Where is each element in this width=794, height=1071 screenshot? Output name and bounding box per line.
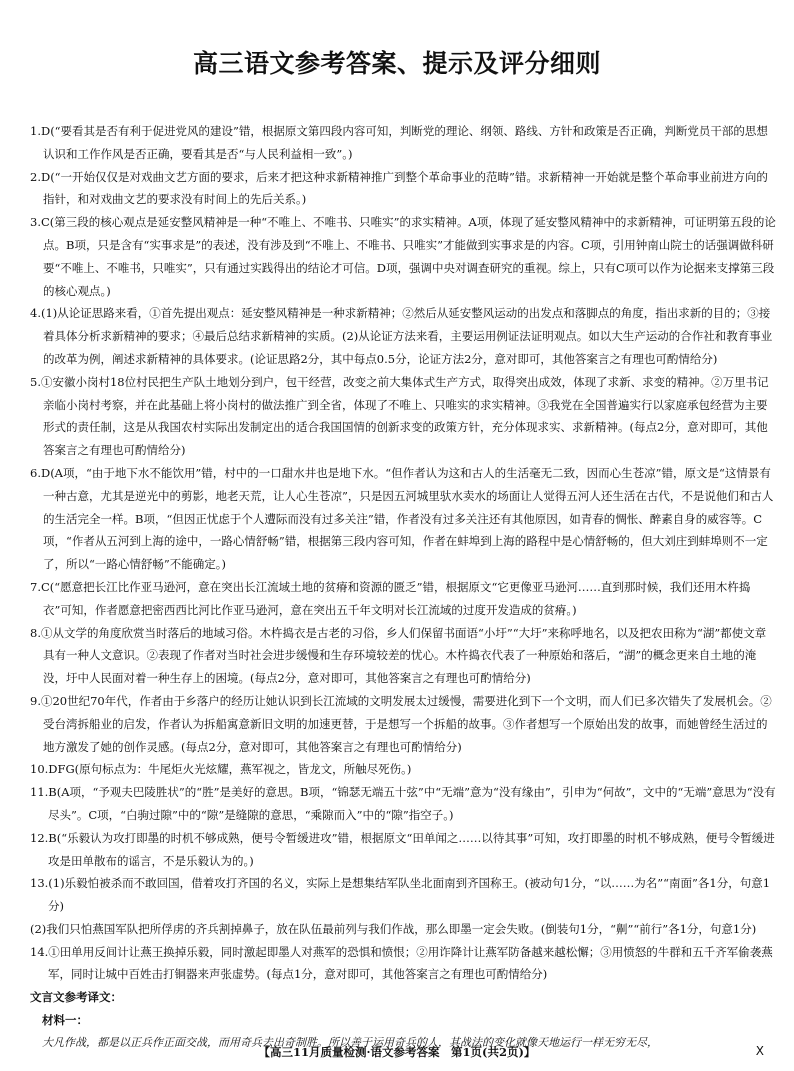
answer-13-part-1: 13.(1)乐毅怕被杀而不敢回国，借着攻打齐国的名义，实际上是想集结军队坐北面南到齐国称王。(被动句1分，“以……为名”“南面”各1分，句意1分) <box>30 876 771 914</box>
answer-14: 14.①田单用反间计让燕王换掉乐毅，同时激起即墨人对燕军的恐惧和愤恨；②用诈降计让燕军防备越来越松懈；③用愤怒的牛群和五千齐军偷袭燕军，同时让城中百姓击打铜器来声张虚势。(每点1分，意对即可，其他答案言之有理也可酌情给分) <box>30 944 773 982</box>
answer-8: 8.①从文学的角度欣赏当时落后的地域习俗。木杵捣衣是古老的习俗，乡人们保留书面语“小圩”“大圩”来称呼地名，以及把农田称为“湖”都使文章具有一种人文意识。②表现了作者对当时社会进步缓慢和生存环境较差的忧心。木杵捣衣代表了一种原始和落后，“湖”的概念更来自土地的淹没，圩中人民面对着一种生存上的困境。(每点2分，意对即可，其他答案言之有理也可酌情给分) <box>30 625 767 686</box>
answer-7: 7.C(“愿意把长江比作亚马逊河，意在突出长江流域土地的贫瘠和资源的匮乏”错，根据原文“它更像亚马逊河……直到那时候，我们还用木杵捣衣”可知，作者愿意把密西西比河比作亚马逊河，意在突出五千年文明对长江流域的过度开发造成的贫瘠。) <box>30 579 751 617</box>
answer-12: 12.B(“乐毅认为攻打即墨的时机不够成熟，便号令暂缓进攻”错，根据原文“田单闻之……以待其事”可知，攻打即墨的时机不够成熟，便号令暂缓进攻是田单散布的谣言，不是乐毅认为的。) <box>30 830 775 868</box>
material-heading: 材料一： <box>42 1013 88 1028</box>
page-title: 高三语文参考答案、提示及评分细则 <box>192 49 601 78</box>
answer-6: 6.D(A项，“由于地下水不能饮用”错，村中的一口甜水井也是地下水。“但作者认为这和古人的生活毫无二致，因而心生苍凉”错，原文是“这情景有一种古意，尤其是逆光中的剪影，地老天荒，让人心生苍凉”，只是因五河城里驮水卖水的场面让人觉得五河人还生活在古代，不是说他们和古人的生活完全一样。B项，“但因正忧虑于个人遭际而没有过多关注”错，作者没有过多关注还有其他原因，如青春的惆怅、醉素自身的威容等。C项，“作者从五河到上海的途中，一路心情舒畅”错，根据第三段内容可知，作者在蚌埠到上海的路程中是心情舒畅的，但大刘庄到蚌埠则不一定了，所以“一路心情舒畅”不能确定。) <box>30 465 774 572</box>
answer-9: 9.①20世纪70年代，作者由于乡落户的经历让她认识到长江流域的文明发展太过缓慢，需要进化到下一个文明，而人们已多次错失了发展机会。②受台湾拆船业的启发，作者认为拆船寓意新旧文明的加速更替，于是想写一个拆船的故事。③作者想写一个原始出发的故事，而她曾经生活过的地方激发了她的创作灵感。(每点2分，意对即可，其他答案言之有理也可酌情给分) <box>30 693 772 754</box>
answer-5: 5.①安徽小岗村18位村民把生产队土地划分到户，包干经营，改变之前大集体式生产方式，取得突出成效，体现了求新、求变的精神。②万里书记亲临小岗村考察，并在此基础上将小岗村的做法推广到全省，体现了不唯上、只唯实的求实精神。③我党在全国普遍实行以家庭承包经营为主要形式的责任制，这是从我国农村实际出发制定出的适合我国国情的创新求变的政策方针，充分体现求实、求新精神。(每点2分，意对即可，其他答案言之有理也可酌情给分) <box>30 374 769 458</box>
answer-13-part-2: (2)我们只怕燕国军队把所俘虏的齐兵割掉鼻子，放在队伍最前列与我们作战，那么即墨一定会失败。(倒装句1分，“劓”“前行”各1分，句意1分) <box>30 921 757 936</box>
translation-heading: 文言文参考译文： <box>30 990 122 1005</box>
translation-text: 大凡作战，都是以正兵作正面交战，而用奇兵去出奇制胜。所以善于运用奇兵的人，其战法的变化就像天地运行一样无穷无尽， <box>42 1035 658 1049</box>
answer-3: 3.C(第三段的核心观点是延安整风精神是一种“不唯上、不唯书、只唯实”的求实精神。A项，体现了延安整风精神中的求新精神，可证明第五段的论点。B项，只是含有“实事求是”的表述，没有涉及到“不唯上、不唯书、只唯实”才能做到实事求是的内容。C项，引用钟南山院士的话强调做科研要“不唯上、不唯书，只唯实”，只有通过实践得出的结论才可信。D项，强调中央对调查研究的重视。综上，只有C项可以作为论据来支撑第三段的核心观点。) <box>30 215 776 298</box>
answer-1: 1.D(“要看其是否有利于促进党风的建设”错，根据原文第四段内容可知，判断党的理论、纲领、路线、方针和政策是否正确，判断党员干部的思想认识和工作作风是否正确，要看其是否“与人民利益相一致”。) <box>30 124 768 161</box>
answer-body <box>30 120 776 1055</box>
page-footer: 【高三11月质量检测·语文参考答案 第1页(共2页)】 <box>258 1045 536 1059</box>
answer-10: 10.DFG(原句标点为：牛尾炬火光炫耀，燕军视之，皆龙文，所触尽死伤。) <box>30 762 412 777</box>
answer-2: 2.D(“一开始仅仅是对戏曲文艺方面的要求，后来才把这种求新精神推广到整个革命事业的范畴”错。求新精神一开始就是整个革命事业前进方向的指针，和对戏曲文艺的要求没有时间上的先后关系。) <box>30 169 768 207</box>
answer-11: 11.B(A项，“予观夫巴陵胜状”的“胜”是美好的意思。B项，“锦瑟无端五十弦”中“无端”意为“没有缘由”，引申为“何故”，文中的“无端”意思为“没有尽头”。C项，“白驹过隙”中的“隙”是缝隙的意思，“乘隙而入”中的“隙”指空子。) <box>30 785 776 822</box>
answer-4: 4.(1)从论证思路来看，①首先提出观点：延安整风精神是一种求新精神；②然后从延安整风运动的出发点和落脚点的角度，指出求新的目的；③接着具体分析求新精神的要求；④最后总结求新精神的实质。(2)从论证方法来看，主要运用例证法证明观点。如以大生产运动的合作社和教育事业的改革为例，阐述求新精神的具体要求。(论证思路2分，其中每点0.5分，论证方法2分，意对即可，其他答案言之有理也可酌情给分) <box>30 306 773 366</box>
footer-mark: X <box>755 1044 764 1058</box>
